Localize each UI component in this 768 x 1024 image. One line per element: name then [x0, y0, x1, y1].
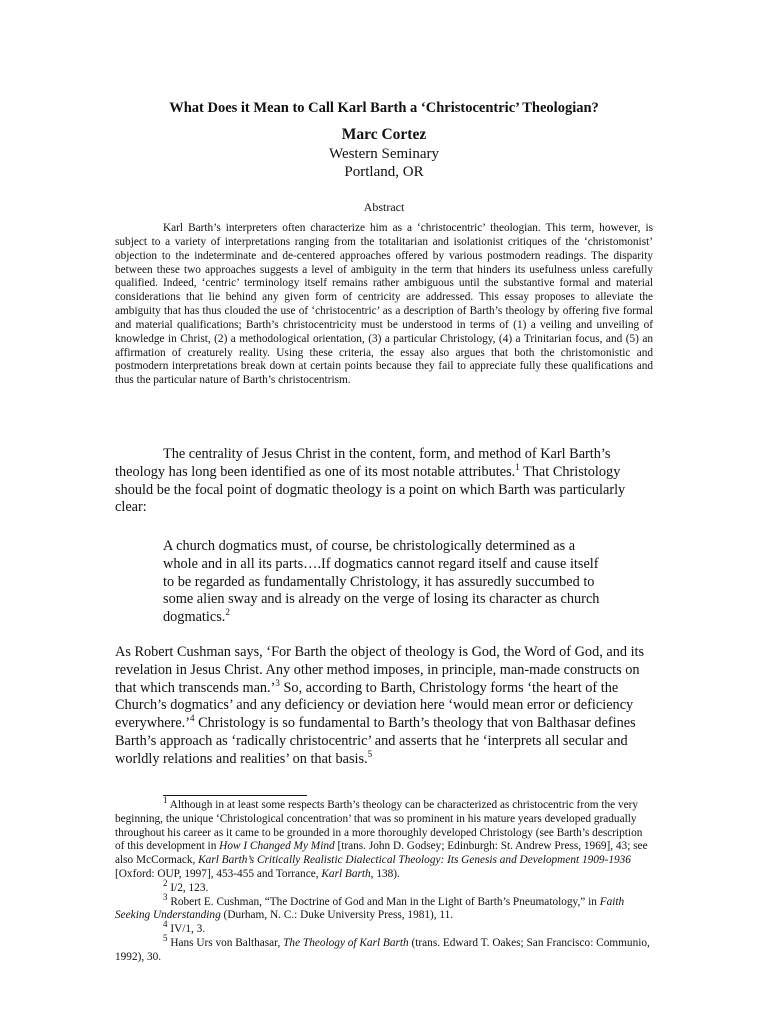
footnote-italic: How I Changed My Mind: [219, 840, 335, 853]
quote-text: A church dogmatics must, of course, be christologically determined as a whole and in all its parts….If dogmatics cannot regard itself and cause itself to be regarded as fundamentally Christology, it has assuredly succumbed to some alien sway and is already on the verge of losing its character as church dogmatics.: [163, 538, 600, 626]
body-paragraph-2: [115, 644, 651, 769]
footnote-divider: [163, 795, 307, 796]
footnote-text: (Durham, N. C.: Duke University Press, 1981), 11.: [220, 909, 454, 922]
footnotes: [115, 795, 651, 965]
footnote-text: Hans Urs von Balthasar,: [167, 936, 284, 949]
footnote-ref[interactable]: 2: [225, 607, 230, 618]
abstract-text: Karl Barth’s interpreters often characterize him as a ‘christocentric’ theologian. This term, however, is subject to a variety of interpretations ranging from the totalitarian and isolationist critiques of the ‘christomonist’ objection to the indeterminate and de-centered approaches offered by various postmodern readings. The disparity between these two approaches suggests a level of ambiguity in the term that hinders its usefulness unless carefully qualified. Indeed, ‘centric’ terminology itself remains rather ambiguous until the substantive formal and material considerations that lie behind any given form of centricity are addressed. This essay proposes to alleviate the ambiguity that has thus clouded the use of ‘christocentric’ as a description of Barth’s theology by offering five formal and material qualifications; Barth’s christocentricity must be understood in terms of (1) a veiling and unveiling of knowledge in Christ, (2) a methodological orientation, (3) a particular Christology, (4) a Trinitarian focus, and (5) an affirmation of creaturely reality. Using these criteria, the essay also argues that both the christomonistic and postmodern interpretations break down at certain points because they fail to appreciate fully these qualifications and thus the particular nature of Barth’s christocentrism.: [115, 222, 653, 387]
footnote-text: I/2, 123.: [167, 881, 209, 894]
footnote-number: 2: [163, 878, 168, 889]
footnote-text: [trans. John D. Godsey; Edinburgh: St. Andrew Press, 1969], 43; see also McCormack,: [115, 840, 648, 867]
footnote-number: 1: [163, 795, 168, 806]
body-text: That Christology should be the focal point of dogmatic theology is a point on which Barth was particularly clear:: [115, 463, 626, 516]
footnote-1: [115, 795, 651, 882]
body-text: The centrality of Jesus Christ in the content, form, and method of Karl Barth’s theology has long been identified as one of its most notable attributes.: [115, 446, 611, 480]
author-location: Portland, OR: [344, 164, 424, 180]
footnote-text: IV/1, 3.: [167, 923, 206, 936]
footnote-ref[interactable]: 3: [275, 677, 280, 688]
footnote-4: [115, 919, 651, 937]
footnote-italic: The Theology of Karl Barth: [283, 936, 409, 949]
footnote-number: 5: [163, 933, 168, 944]
footnote-text: Although in at least some respects Barth’s theology can be characterized as christocentric from the very beginning, the unique ‘Christological concentration’ that was so prominent in his mature years developed gradually throughout his career as it came to be grounded in a more thoroughly developed Christology (see Barth’s description of this development in: [115, 799, 643, 853]
block-quote: [163, 538, 611, 627]
body-text: As Robert Cushman says, ‘For Barth the object of theology is God, the Word of God, and its revelation in Jesus Christ. Any other method imposes, in principle, man-made constructs on that which transcends man.’: [115, 644, 645, 696]
author-name: Marc Cortez: [341, 126, 427, 143]
footnote-number: 3: [163, 891, 168, 902]
footnote-text: (trans. Edward T. Oakes; San Francisco: Communio, 1992), 30.: [115, 936, 650, 963]
footnote-italic: Karl Barth’s Critically Realistic Dialectical Theology: Its Genesis and Development 1909-1936: [198, 854, 631, 867]
paper-title: What Does it Mean to Call Karl Barth a ‘Christocentric’ Theologian?: [169, 100, 599, 116]
body-text: So, according to Barth, Christology forms ‘the heart of the Church’s dogmatics’ and any deficiency or deviation here ‘would mean error or deficiency everywhere.’: [115, 679, 634, 732]
abstract-heading: Abstract: [363, 200, 405, 214]
footnote-text: [Oxford: OUP, 1997], 453-455 and Torrance,: [115, 867, 322, 880]
footnote-3: [115, 891, 651, 924]
footnote-2: [115, 878, 651, 896]
author-institution: Western Seminary: [328, 146, 439, 162]
footnote-text: Robert E. Cushman, “The Doctrine of God and Man in the Light of Barth’s Pneumatology,” in: [167, 895, 600, 908]
body-paragraph-1: [115, 446, 651, 517]
footnote-ref[interactable]: 5: [367, 749, 373, 760]
footnote-text: , 138).: [370, 867, 400, 880]
footnote-number: 4: [163, 919, 168, 930]
footnote-5: [115, 933, 651, 965]
footnote-ref[interactable]: 1: [515, 462, 520, 473]
body-text: Christology is so fundamental to Barth’s theology that von Balthasar defines Barth’s approach as ‘radically christocentric’ and asserts that he ‘interprets all secular and worldly relations and realities’ on that basis.: [115, 715, 636, 767]
footnote-italic: Karl Barth: [321, 867, 371, 880]
footnote-italic: Faith Seeking Understanding: [115, 895, 625, 922]
footnote-ref[interactable]: 4: [190, 713, 195, 724]
